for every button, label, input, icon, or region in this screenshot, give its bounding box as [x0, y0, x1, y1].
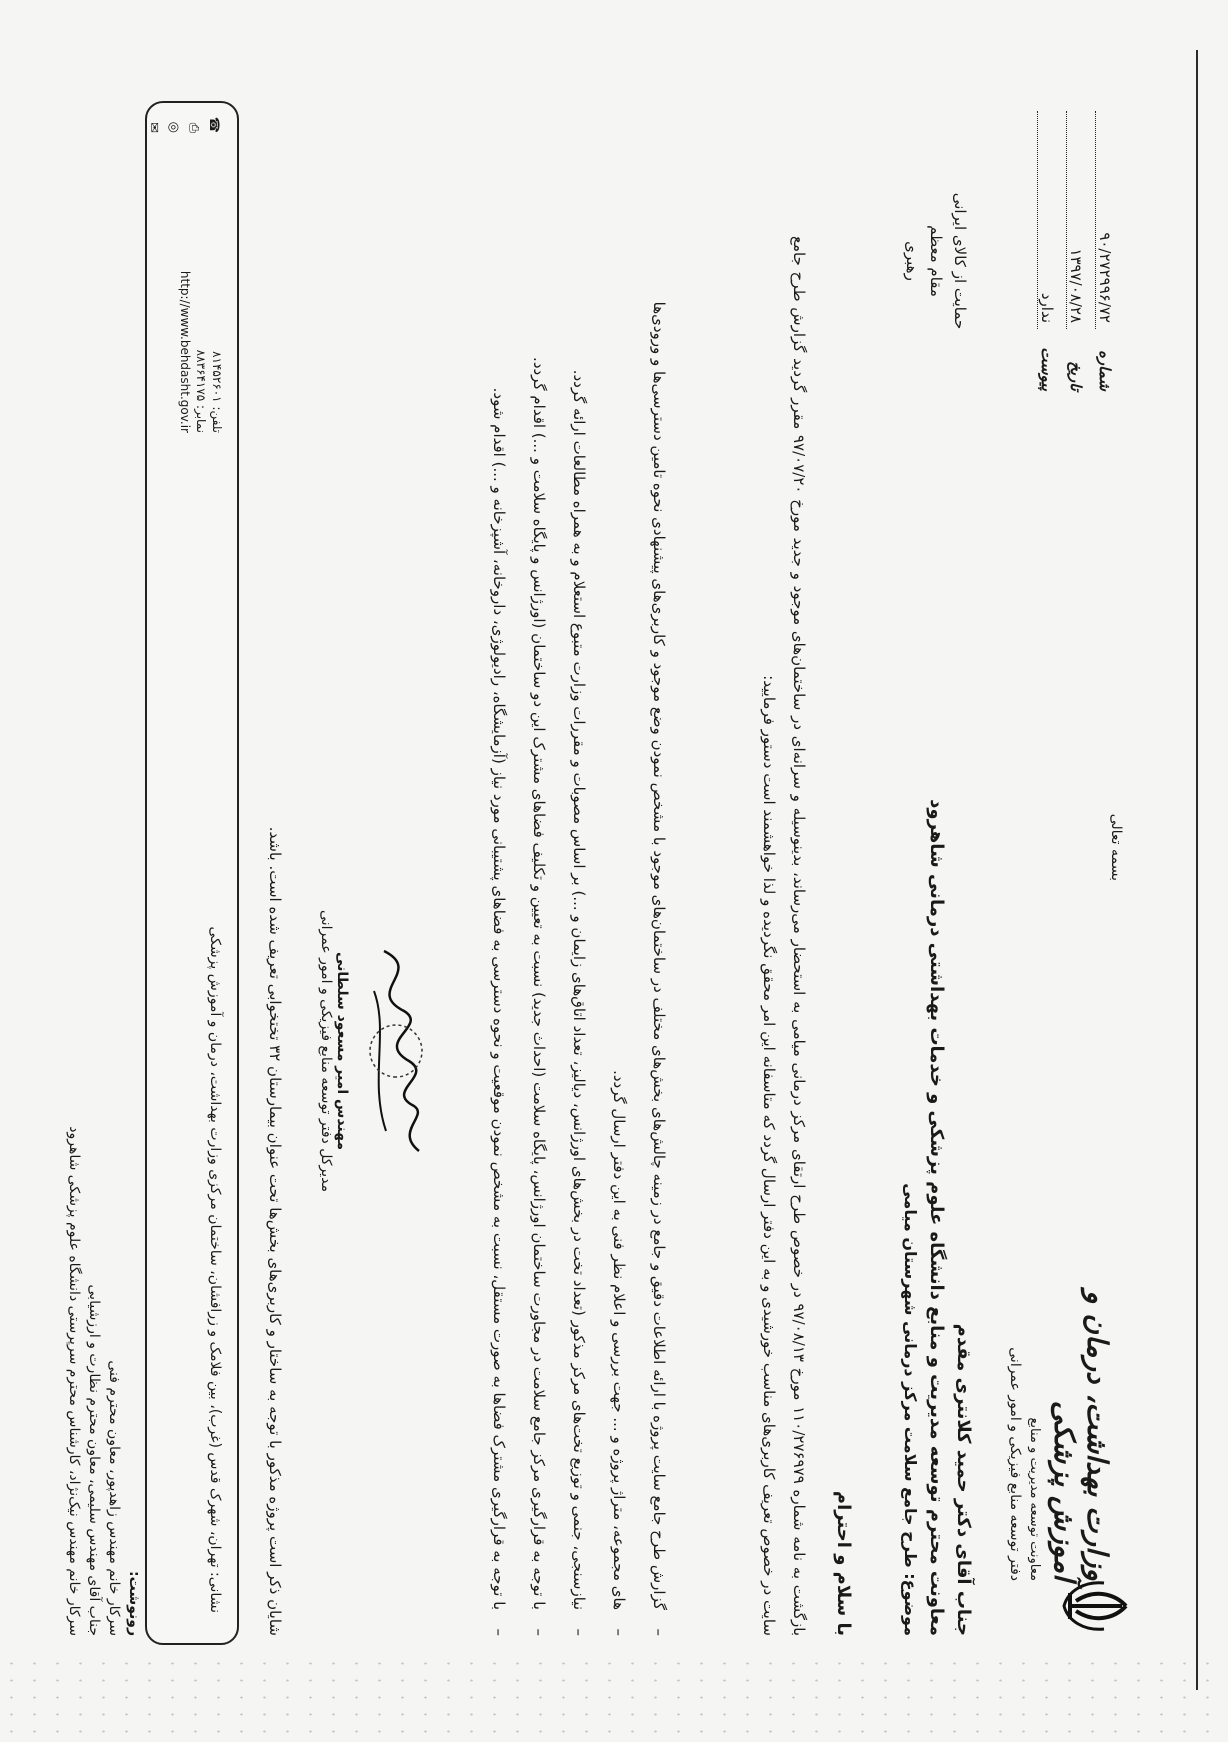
cc-line: سرکار خانم مهندس نیک‌نژاد، کارشناس محترم سرپرستی دانشگاه علوم پزشکی شاهرود [66, 1126, 82, 1636]
list-item: – با توجه به قرارگیری مشترک فضاها به صورت مستقل، نسبت به مشخص نمودن موقعیت و نحوه دسترسی به فضاهای پشتیبانی مورد نیاز (آزمایشگاه، رادیولوژی، داروخانه، آشپزخانه و ...) اقدام شود. [484, 236, 514, 1636]
globe-icon: ◎ [166, 121, 181, 133]
footer-website: http://www.behdasht.gov.ir [178, 270, 192, 433]
cc-line: سرکار خانم مهندس زاهد‌پور، معاون محترم فنی [106, 1360, 122, 1636]
body-paragraph: بازگشت به نامه شماره ۱۱۰/۲۷۶۹۷۹ مورخ ۹۷/۰۸/۱۳ در خصوص طرح ارتقای مرکز درمانی میامی به استحضار می‌رساند، بدینوسیله و سرانه‌ای در ساختمان‌های موجود و جدید مورخ ۹۷/۰۷/۲۰ مقرر گردید گزارش طرح جامع سایت در خصوص تعریف کاربری‌های مناسب خورشیدی و به این دفتر ارسال گردد که متاسفانه این امر محقق نگردیده و لذا خواهشمند است دستور فرمایید: [760, 236, 808, 1637]
closing-note: شایان ذکر است پروژه مذکور با توجه به ساختار و کاربری‌های بخش‌ها تحت عنوان بیمارستان ۳۲ تختخوابی تعریف شده است. باشد. [266, 826, 284, 1636]
attachment-label: پیوست [1038, 347, 1056, 391]
support-line1: حمایت از کالای ایرانی [951, 192, 969, 330]
meta-number [1095, 111, 1114, 391]
greeting: با سلام و احترام [833, 1490, 854, 1636]
footer-box [145, 101, 239, 1645]
cc-title: رونوشت: [126, 1571, 142, 1636]
meta-attachment [1037, 111, 1056, 391]
deputy-name: معاونت توسعه مدیریت و منابع [1027, 1417, 1042, 1581]
scan-edge-line [1196, 50, 1198, 1690]
list-item: – گزارش طرح جامع سایت پروژه با ارائه اطلاعات دقیق و جامع در زمینه چالش‌های بخش‌های مختلف در ساختمان‌های موجود با مشخص نمودن وضع موجود و کاربری‌های پیشنهادی نحوه تامین دسترسی‌ها و ورودی‌ها [644, 236, 674, 1636]
recipient-title: معاونت محترم توسعه مدیریت و منابع دانشگاه علوم پزشکی و خدمات بهداشتی درمانی شاهرود [926, 799, 947, 1636]
bismillah: بسمه تعالی [1108, 813, 1124, 881]
request-list [474, 236, 674, 1636]
date-label: تاریخ [1067, 361, 1085, 391]
rotated-letter [66, 91, 1144, 1651]
footer-icons [143, 113, 223, 133]
signature-block [318, 901, 444, 1201]
letter-meta [1027, 111, 1114, 391]
support-line2: مقام معظم [927, 225, 945, 297]
iran-emblem-icon [1054, 1571, 1134, 1641]
recipient-block [895, 536, 974, 1636]
scan-noise-dots [0, 1655, 1228, 1735]
phone-icon: ☎ [206, 116, 221, 133]
signer-name: مهندس امیر مسعود سلطانی [334, 951, 350, 1151]
cc-line: جناب آقای مهندس سلیمی، معاون محترم نظارت و ارزشیابی [86, 1284, 102, 1636]
footer-address: نشانی: تهران، شهرک قدس (غرب)، بین فلامک و زرافشان، ساختمان مرکزی وزارت بهداشت، درمان و آموزش پزشکی [207, 926, 223, 1613]
list-item: – های مجموعه، متراژ پروژه و ... جهت بررسی و اعلام نظر فنی به این دفتر ارسال گردد. [604, 236, 634, 1636]
number-label: شماره [1096, 350, 1114, 391]
letter-subject: موضوع: طرح جامع سلامت مرکز درمانی شهرستان میامی [901, 1183, 920, 1636]
envelope-icon: ✉ [146, 122, 161, 133]
ministry-name: وزارت بهداشت، درمان و آموزش پزشکی [1048, 1290, 1114, 1581]
fax-icon: ⎙ [186, 122, 201, 133]
date-value: ۱۳۹۷/۰۸/۲۸ [1066, 111, 1085, 329]
letterhead [1007, 1251, 1114, 1581]
footer-phone: تلفن: ۸۱۴۵۲۶۰۱ [210, 351, 224, 433]
office-name: دفتر توسعه منابع فیزیکی و امور عمرانی [1007, 1347, 1023, 1581]
number-value: ۹۰/۲۷۲۹۹۶/۷۲ [1095, 111, 1114, 329]
footer-fax: نمابر: ۸۸۳۶۴۱۷۵ [194, 349, 208, 433]
support-slogan [897, 161, 969, 361]
cc-block [64, 536, 144, 1636]
list-item: – با توجه به قرارگیری مرکز جامع سلامت در مجاورت ساختمان اورژانس، پایگاه سلامت (احداث جدید) نسبت به تعیین و تکلیف فضاهای مشترک این دو ساختمان (اورژانس و پایگاه سلامت و ...) اقدام گردد. [524, 236, 554, 1636]
attachment-value: ندارد [1037, 111, 1056, 329]
handwritten-signature [354, 931, 444, 1171]
meta-date [1066, 111, 1085, 391]
support-line3: رهبری [903, 241, 921, 281]
signer-title: مدیرکل دفتر توسعه منابع فیزیکی و امور عمرانی [318, 910, 334, 1192]
footer-contacts [177, 133, 225, 433]
list-item: – نیازسنجی، جنمی و توزیع تخت‌های مرکز مذکور (تعداد تخت در بخش‌های اورژانس، دیالیز، تعداد اتاق‌های زایمان و ...) بر اساس مصوبات و مقررات وزارت متبوع استعلام و به همراه مطالعات ارائه گردد. [564, 236, 594, 1636]
recipient-name: جناب آقای دکتر حمید کلانتری مقدم [953, 1323, 974, 1636]
